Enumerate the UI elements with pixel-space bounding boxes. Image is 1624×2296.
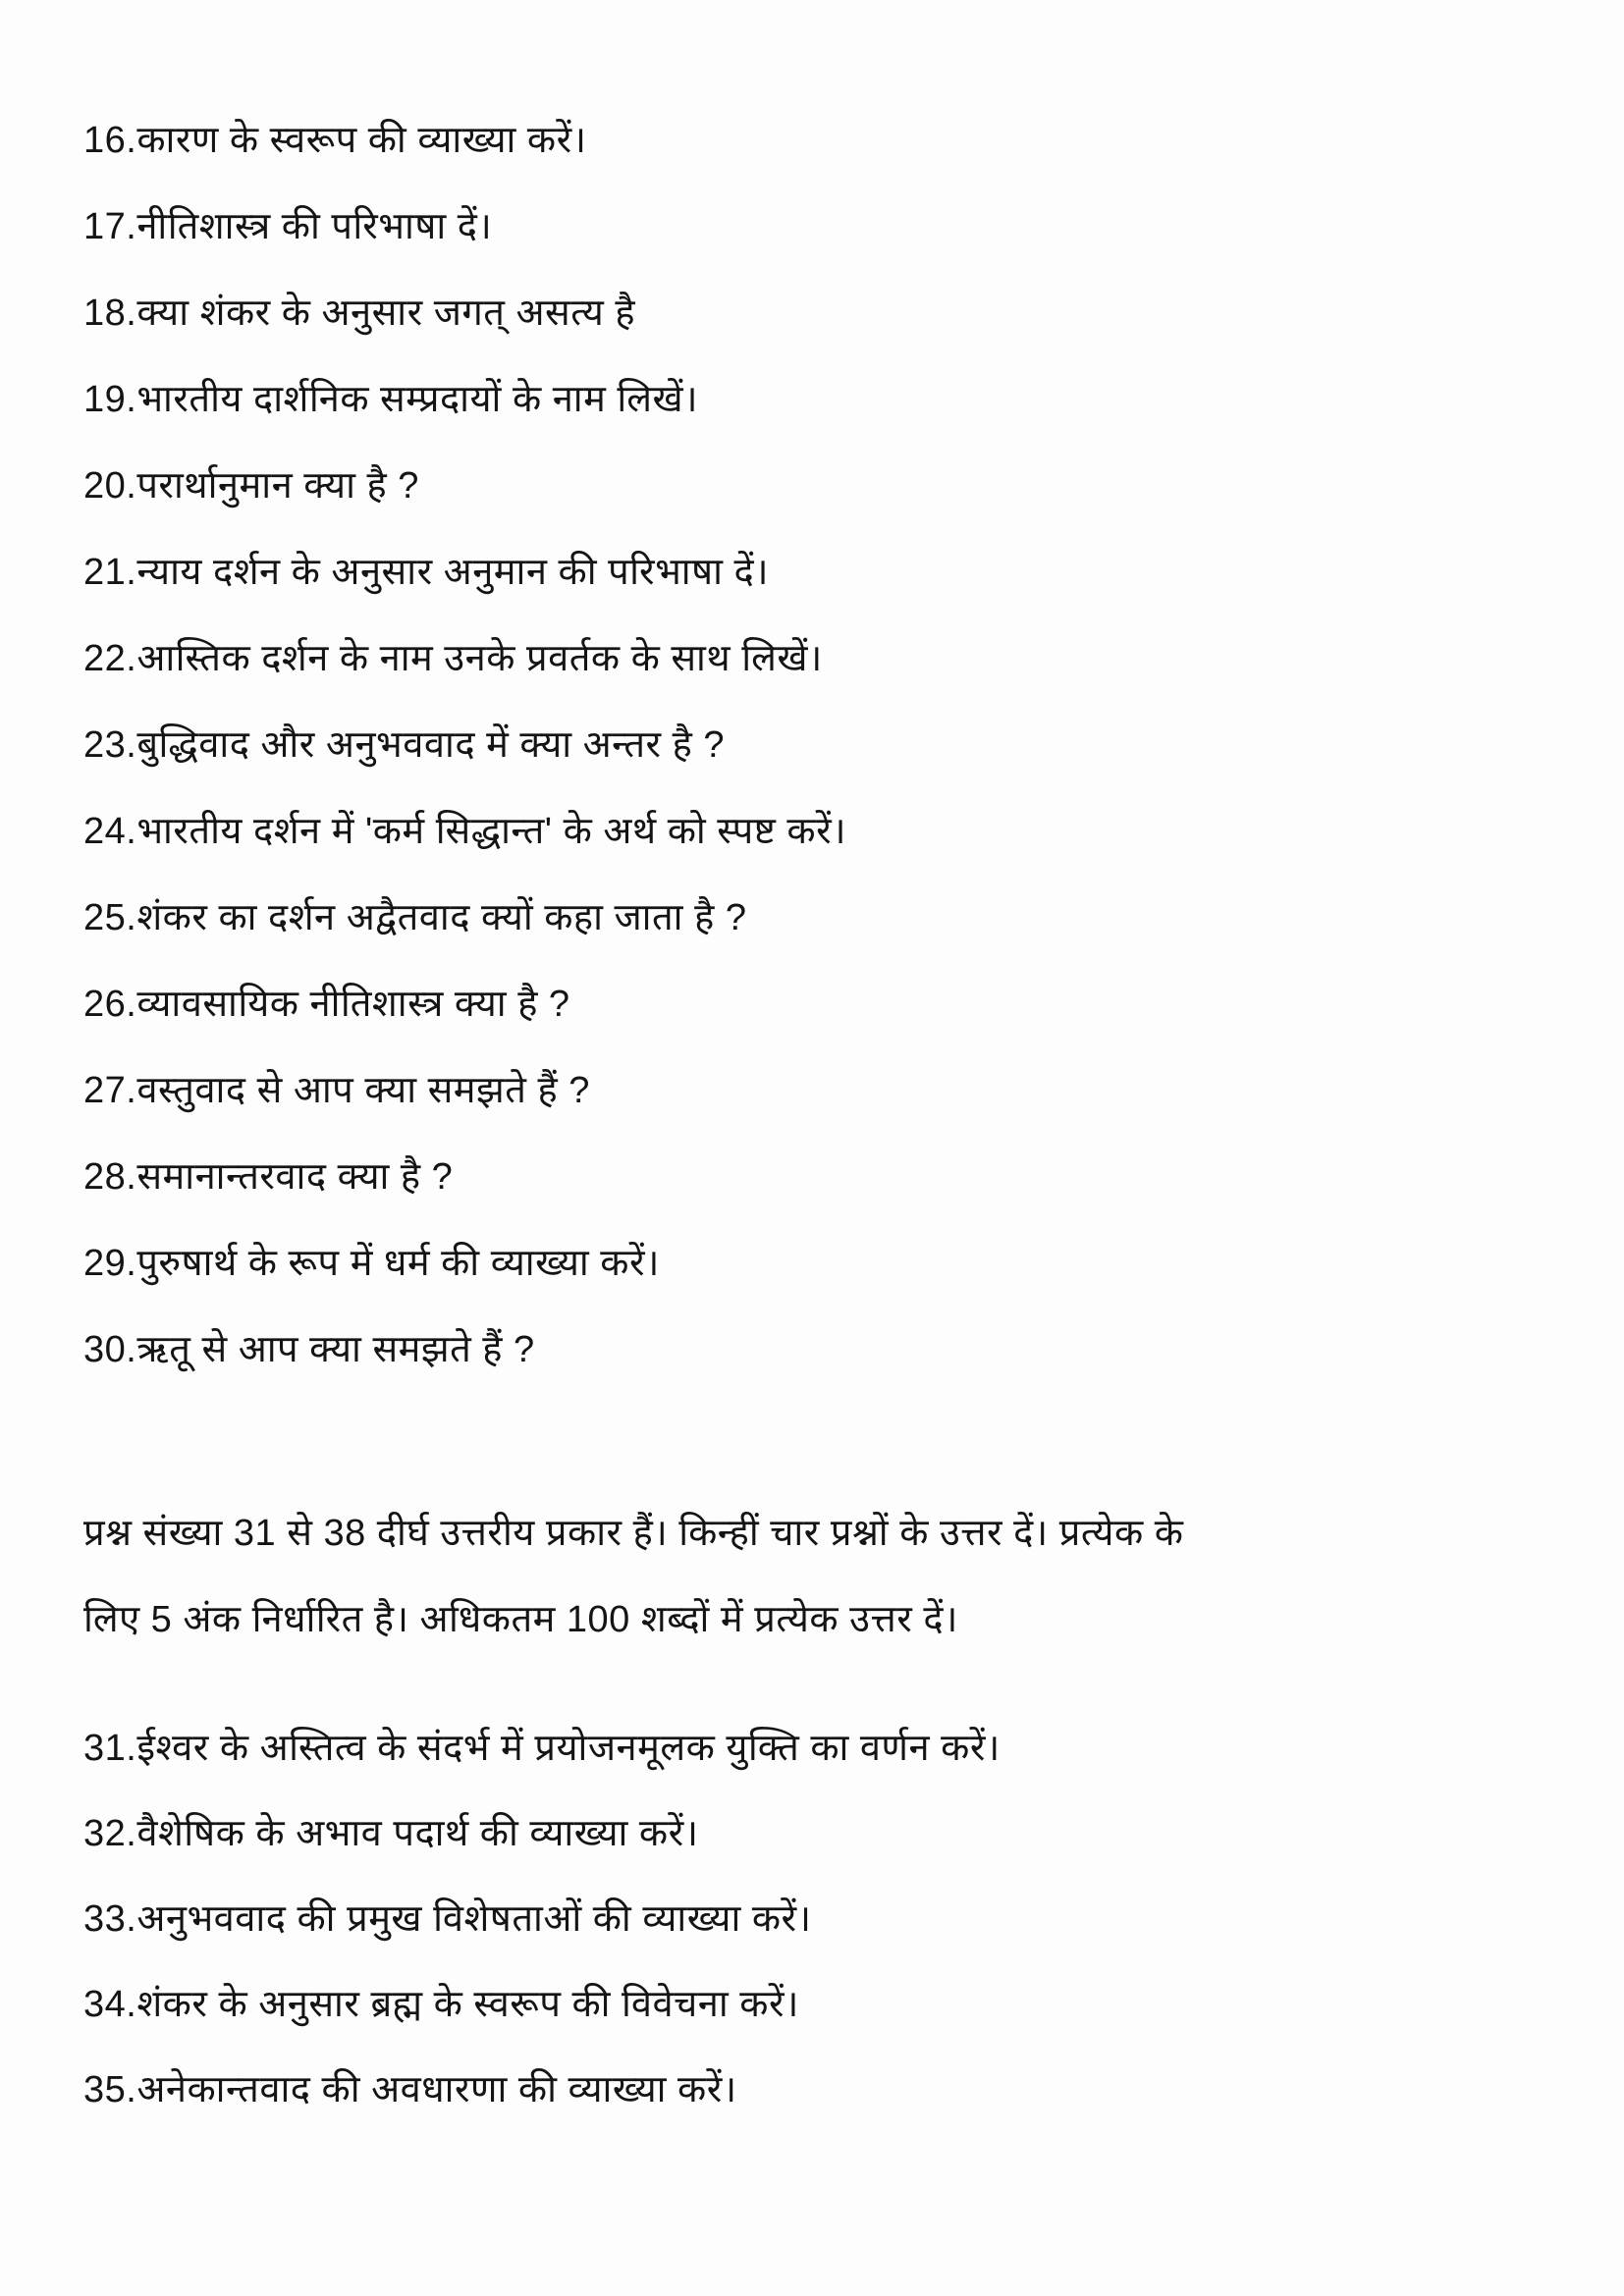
question-item-18 bbox=[83, 289, 1565, 338]
question-number: 24. bbox=[83, 811, 137, 852]
long-answer-question-list bbox=[83, 1724, 1565, 2114]
question-text: कारण के स्वरूप की व्याख्या करें। bbox=[136, 120, 587, 161]
short-answer-question-list bbox=[83, 116, 1565, 1374]
question-number: 33. bbox=[83, 1898, 137, 1940]
question-item-16 bbox=[83, 116, 1565, 165]
question-number: 34. bbox=[83, 1984, 137, 2025]
question-item-20 bbox=[83, 461, 1565, 510]
question-number: 21. bbox=[83, 552, 137, 593]
question-item-29 bbox=[83, 1239, 1565, 1288]
instructions-line-2: लिए 5 अंक निर्धारित है। अधिकतम 100 शब्दों में प्रत्येक उत्तर दें। bbox=[83, 1599, 958, 1640]
question-text: पुरुषार्थ के रूप में धर्म की व्याख्या करें। bbox=[136, 1243, 660, 1284]
question-text: ऋतू से आप क्या समझते हैं ? bbox=[136, 1329, 535, 1370]
question-item-35 bbox=[83, 2065, 1565, 2114]
question-text: शंकर के अनुसार ब्रह्म के स्वरूप की विवेचना करें। bbox=[136, 1984, 799, 2025]
question-text: आस्तिक दर्शन के नाम उनके प्रवर्तक के साथ लिखें। bbox=[136, 638, 823, 679]
question-number: 23. bbox=[83, 724, 137, 766]
question-number: 17. bbox=[83, 206, 137, 247]
question-item-32 bbox=[83, 1809, 1565, 1858]
question-text: व्यावसायिक नीतिशास्त्र क्या है ? bbox=[136, 984, 570, 1025]
question-item-30 bbox=[83, 1325, 1565, 1374]
question-text: बुद्धिवाद और अनुभववाद में क्या अन्तर है ? bbox=[136, 724, 725, 766]
question-text: नीतिशास्त्र की परिभाषा दें। bbox=[136, 206, 493, 247]
question-number: 20. bbox=[83, 465, 137, 507]
question-text: ईश्वर के अस्तित्व के संदर्भ में प्रयोजनमूलक युक्ति का वर्णन करें। bbox=[136, 1728, 1001, 1769]
question-number: 35. bbox=[83, 2069, 137, 2110]
question-item-17 bbox=[83, 202, 1565, 251]
question-item-26 bbox=[83, 980, 1565, 1029]
question-item-24 bbox=[83, 807, 1565, 856]
question-item-23 bbox=[83, 721, 1565, 770]
question-number: 30. bbox=[83, 1329, 137, 1370]
question-number: 16. bbox=[83, 120, 137, 161]
question-text: अनुभववाद की प्रमुख विशेषताओं की व्याख्या करें। bbox=[136, 1898, 812, 1940]
question-number: 18. bbox=[83, 293, 137, 334]
instructions-line-1: प्रश्न संख्या 31 से 38 दीर्घ उत्तरीय प्रकार हैं। किन्हीं चार प्रश्नों के उत्तर दें। प्रत्येक के bbox=[83, 1513, 1184, 1554]
question-number: 25. bbox=[83, 897, 137, 938]
question-number: 26. bbox=[83, 984, 137, 1025]
question-text: शंकर का दर्शन अद्वैतवाद क्यों कहा जाता है ? bbox=[136, 897, 747, 938]
question-text: परार्थानुमान क्या है ? bbox=[136, 465, 419, 507]
question-item-31 bbox=[83, 1724, 1565, 1773]
question-text: वैशेषिक के अभाव पदार्थ की व्याख्या करें। bbox=[136, 1813, 699, 1854]
question-text: न्याय दर्शन के अनुसार अनुमान की परिभाषा दें। bbox=[136, 552, 770, 593]
question-number: 19. bbox=[83, 379, 137, 420]
question-text: भारतीय दर्शन में 'कर्म सिद्धान्त' के अर्थ को स्पष्ट करें। bbox=[136, 811, 847, 852]
question-text: भारतीय दार्शनिक सम्प्रदायों के नाम लिखें। bbox=[136, 379, 698, 420]
question-item-21 bbox=[83, 548, 1565, 597]
question-item-22 bbox=[83, 634, 1565, 683]
question-number: 28. bbox=[83, 1156, 137, 1198]
question-number: 22. bbox=[83, 638, 137, 679]
question-text: समानान्तरवाद क्या है ? bbox=[136, 1156, 454, 1198]
question-item-25 bbox=[83, 893, 1565, 942]
question-text: वस्तुवाद से आप क्या समझते हैं ? bbox=[136, 1070, 590, 1111]
question-item-28 bbox=[83, 1152, 1565, 1201]
question-item-34 bbox=[83, 1980, 1565, 2029]
question-number: 27. bbox=[83, 1070, 137, 1111]
question-text: अनेकान्तवाद की अवधारणा की व्याख्या करें। bbox=[136, 2069, 737, 2110]
question-number: 32. bbox=[83, 1813, 137, 1854]
question-text: क्या शंकर के अनुसार जगत् असत्य है bbox=[136, 293, 636, 334]
question-number: 31. bbox=[83, 1728, 137, 1769]
question-number: 29. bbox=[83, 1243, 137, 1284]
question-item-27 bbox=[83, 1066, 1565, 1115]
section-instructions bbox=[83, 1490, 1537, 1663]
question-item-33 bbox=[83, 1895, 1565, 1944]
question-item-19 bbox=[83, 375, 1565, 424]
